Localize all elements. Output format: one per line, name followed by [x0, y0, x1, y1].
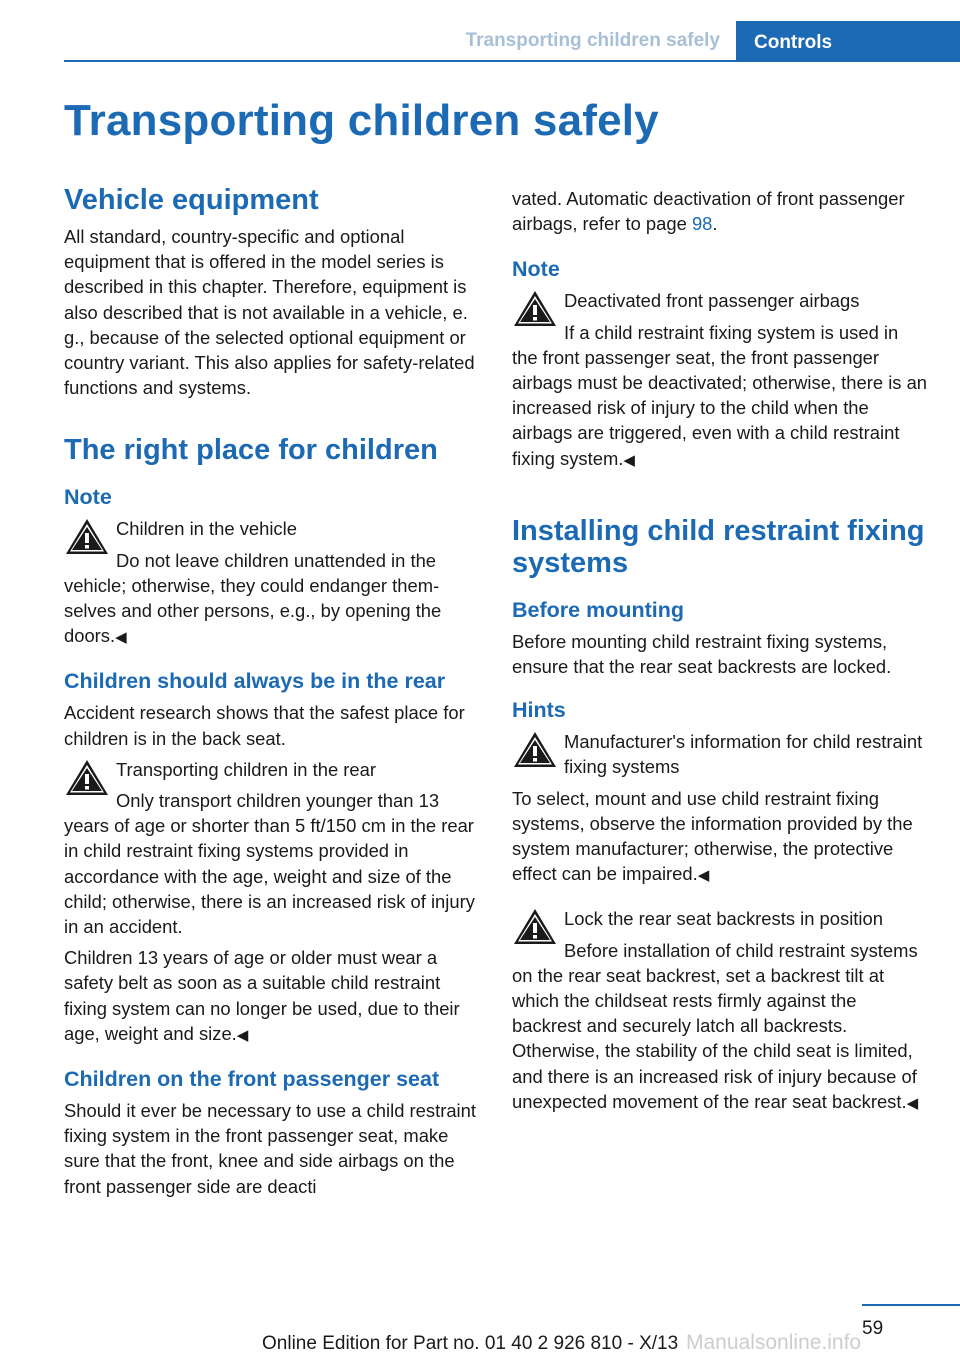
- end-mark: ◀: [236, 1026, 249, 1044]
- front-passenger-text-cont: vated. Automatic deactivation of front passenger airbags, refer to page: [512, 188, 905, 235]
- warning-triangle-icon: [512, 288, 558, 328]
- heading-note: Note: [512, 257, 560, 282]
- header-section-title: Transporting children safely: [465, 30, 720, 51]
- page-reference-link[interactable]: 98: [691, 213, 713, 235]
- warning-text: Do not leave children unattended in the vehicle; otherwise, they could endanger themselves and other persons, e.g., by opening the doors.: [64, 549, 442, 647]
- page-number: 59: [862, 1318, 884, 1339]
- front-passenger-text: Should it ever be necessary to use a child restraint fixing system in the front passenger seat, make sure that the front, knee and side airbags on the front passenger side are deacti: [64, 1100, 476, 1197]
- end-mark: ◀: [115, 629, 127, 647]
- rear-text-2: Children 13 years of age or older must wear a safety belt as soon as a suitable child restraint fixing system can no longer be used, due to their age, weight and size.: [64, 947, 460, 1044]
- warning-text: To select, mount and use child restraint fixing systems, observe the information provided by the system manufacturer; otherwise, the protective effect can be impaired.: [512, 787, 913, 885]
- end-mark: ◀: [906, 1094, 919, 1112]
- footer-rule: [862, 1304, 960, 1306]
- warning-triangle-icon: [64, 516, 110, 556]
- vehicle-equipment-text: All standard, country-specific and optional equipment that is offered in the model series is described in this chapter. Therefore, equipment is also described that is not available in a vehicle, e. g., because of the selected optional equipment or country variant. This also applies for safety-related functions and systems.: [64, 226, 475, 399]
- heading-vehicle-equipment: Vehicle equipment: [64, 184, 319, 216]
- warning-lock-backrests: [512, 906, 928, 1116]
- heading-children-rear: Children should always be in the rear: [64, 669, 446, 694]
- heading-front-passenger-seat: Children on the front passenger seat: [64, 1067, 440, 1092]
- end-mark: ◀: [697, 867, 710, 885]
- watermark: Manualsonline.info: [686, 1331, 862, 1354]
- heading-right-place: The right place for children: [64, 434, 438, 467]
- warning-title: Lock the rear seat backrests in position: [564, 908, 883, 930]
- warning-transport-rear: [64, 757, 480, 939]
- warning-triangle-icon: [64, 757, 110, 797]
- period: .: [712, 213, 718, 235]
- warning-title: Transporting children in the rear: [116, 758, 376, 780]
- end-mark: ◀: [623, 451, 635, 469]
- header-chapter-tab: Controls: [736, 21, 960, 61]
- warning-children-in-vehicle: [64, 516, 480, 650]
- heading-note: Note: [64, 485, 112, 510]
- heading-hints: Hints: [512, 698, 566, 723]
- warning-text: Before installation of child restraint systems on the rear seat backrest, set a backrest tilt at which the childseat rests firmly against the backrest and securely latch all backrests. Otherwise, the stability of the child seat is limited, and there is an increased risk of injury because of unexpected movement of the rear seat backrest.: [512, 939, 918, 1112]
- heading-before-mounting: Before mounting: [512, 597, 684, 622]
- warning-deactivated-airbags: [512, 288, 928, 472]
- warning-triangle-icon: [512, 729, 558, 769]
- left-column: [64, 180, 480, 1205]
- heading-installing: Installing child restraint fixing systems: [512, 514, 925, 579]
- warning-text: Only transport children younger than 13 years of age or shorter than 5 ft/150 cm in the rear in child restraint fixing systems provided in accordance with the age, weight and size of the child; otherwise, there is an increased risk of injury in an accident.: [64, 790, 475, 938]
- warning-triangle-icon: [512, 906, 558, 946]
- footer-edition: Online Edition for Part no. 01 40 2 926 810 - X/13: [262, 1333, 679, 1354]
- warning-title: Children in the vehicle: [116, 518, 297, 540]
- before-mounting-text: Before mounting child restraint fixing systems, ensure that the rear seat backrests are locked.: [512, 630, 892, 678]
- warning-text: If a child restraint fixing system is used in the front passenger seat, the front passenger airbags must be deactivated; otherwise, there is an increased risk of injury to the child when the airbags are triggered, even with a child restraint fixing system.: [512, 321, 928, 469]
- warning-manufacturer-info: [512, 729, 928, 888]
- right-column: [512, 180, 928, 1122]
- page-title: Transporting children safely: [64, 96, 659, 145]
- header-rule: [64, 60, 960, 62]
- rear-text: Accident research shows that the safest place for children is in the back seat.: [64, 702, 465, 749]
- warning-title: Deactivated front passenger airbags: [564, 290, 860, 312]
- warning-title: Manufacturer's information for child restraint fixing systems: [564, 731, 923, 778]
